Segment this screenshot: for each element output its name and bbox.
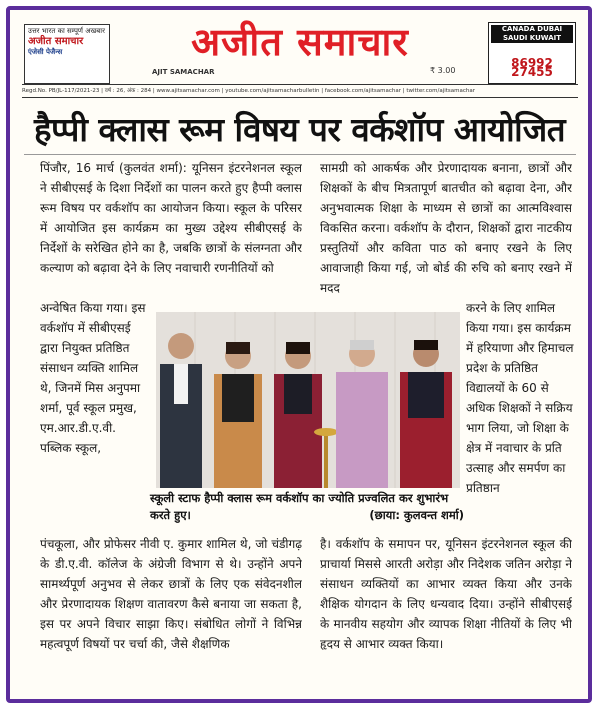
article-column-1-top: पिंजौर, 16 मार्च (कुलवंत शर्मा): यूनिसन इंटरनेशनल स्कूल ने सीबीएसई के दिशा निर्देशों का पालन करते हुए हैप्पी क्लास रूम विषय पर वर्कशॉप का आयोजन किया। स्कूल के परिसर में आयोजित इस कार्यक्रम का मुख्य उद्देश्य सीबीएसई के निर्देशों के सरेखित होने का है, जबकि छात्रों के संलग्नता और कल्याण को बढ़ावा देने के लिए नवाचारी रणनीतियों को — [40, 161, 302, 275]
right-ear-ad — [488, 22, 576, 84]
issue-price: ₹ 3.00 — [430, 66, 456, 75]
headline-divider — [24, 154, 576, 155]
photo-caption — [150, 490, 466, 526]
event-photo — [156, 312, 460, 488]
article-column-1-bottom: पंचकूला, और प्रोफेसर नीवी ए. कुमार शामिल थे, जो चंडीगढ़ के डी.ए.वी. कॉलेज के अंग्रेजी विभाग से थे। उन्होंने अपने सामर्थ्यपूर्ण अनुभव से लेकर छात्रों के लिए एक संवेदनशील और प्रेरणादायक शिक्षण वातावरण कैसे बनाया जा सकता है, इस पर अपने विचार साझा किए। संबोधित लोगों ने विभिन्न महत्वपूर्ण विषयों पर चर्चा की, जैसे शैक्षणिक — [40, 537, 302, 651]
article-column-2-top: सामग्री को आकर्षक और प्रेरणादायक बनाना, छात्रों और शिक्षकों के बीच मित्रतापूर्ण बातचीत को बढ़ावा देना, और अनुभवात्मक शिक्षा के माध्यम से छात्रों का आत्मविश्वास विकसित करना। वर्कशॉप के दौरान, शिक्षकों द्वारा नाटकीय प्रस्तुतियों और कविता पाठ को बनाए रखने के लिए आवाजाही किया गई, जो बोर्ड की रुचि को बनाए रखने में मदद — [320, 161, 572, 295]
newspaper-masthead: अजीत समाचार — [191, 19, 409, 64]
photo-credit: (छाया: कुलवन्त शर्मा) — [369, 508, 464, 522]
left-ad-subtitle: एंजेसी पेजैन्स — [28, 48, 63, 56]
left-ear-ad — [24, 24, 110, 84]
photo-caption-text: स्कूली स्टाफ हैप्पी क्लास रूम वर्कशॉप का ज्योति प्रज्वलित कर शुभारंभ करते हुए। — [150, 491, 449, 522]
article-headline: हैप्पी क्लास रूम विषय पर वर्कशॉप आयोजित — [34, 110, 566, 149]
masthead-info-bar: Regd.No. PB/JL-117/2021-23 | वर्ष : 26, अंक : 284 | www.ajitsamachar.com | youtube.com/ajitsamacharbulletin | facebook.com/ajitsamachar | twitter.com/ajitsamachar — [22, 84, 578, 98]
article-column-1-side: अन्वेषित किया गया। इस वर्कशॉप में सीबीएसई द्वारा नियुक्त प्रतिष्ठित संसाधन व्यक्ति शामिल थे, जिनमें मिस अनुपमा शर्मा, पूर्व स्कूल प्रमुख, एम.आर.डी.ए.वी. पब्लिक स्कूल, — [40, 301, 146, 455]
right-ad-phone: 86992 27455 — [511, 56, 553, 79]
article-column-2-side: करने के लिए शामिल किया गया। इस कार्यक्रम में हरियाणा और हिमाचल प्रदेश के प्रतिष्ठित विद्यालयों के 60 से अधिक शिक्षकों ने सक्रिय भाग लिया, जो शिक्षा के क्षेत्र में नवाचार के प्रति उत्साह और समर्पण का प्रतिष्ठान — [466, 301, 574, 495]
article-column-2-bottom: है। वर्कशॉप के समापन पर, यूनिसन इंटरनेशनल स्कूल की प्राचार्या मिससे आरती अरोड़ा और निदेशक जतिन अरोड़ा ने संसाधन व्यक्तियों का आभार व्यक्त किया और उनके शैक्षिक योगदान के लिए धन्यवाद दिया। उन्होंने सीबीएसई के मानवीय सहयोग और व्यापक शिक्षा नीतियों के लिए भी हृदय से आभार व्यक्त किया। — [320, 537, 572, 651]
masthead-subtitle: AJIT SAMACHAR — [152, 68, 215, 76]
photo-people-illustration — [156, 312, 460, 488]
right-ad-countries: CANADA DUBAI SAUDI KUWAIT — [491, 25, 573, 43]
left-ad-tagline: उत्तर भारत का सम्पूर्ण अखबार — [28, 27, 105, 35]
left-ad-title: अजीत समाचार — [28, 36, 84, 47]
